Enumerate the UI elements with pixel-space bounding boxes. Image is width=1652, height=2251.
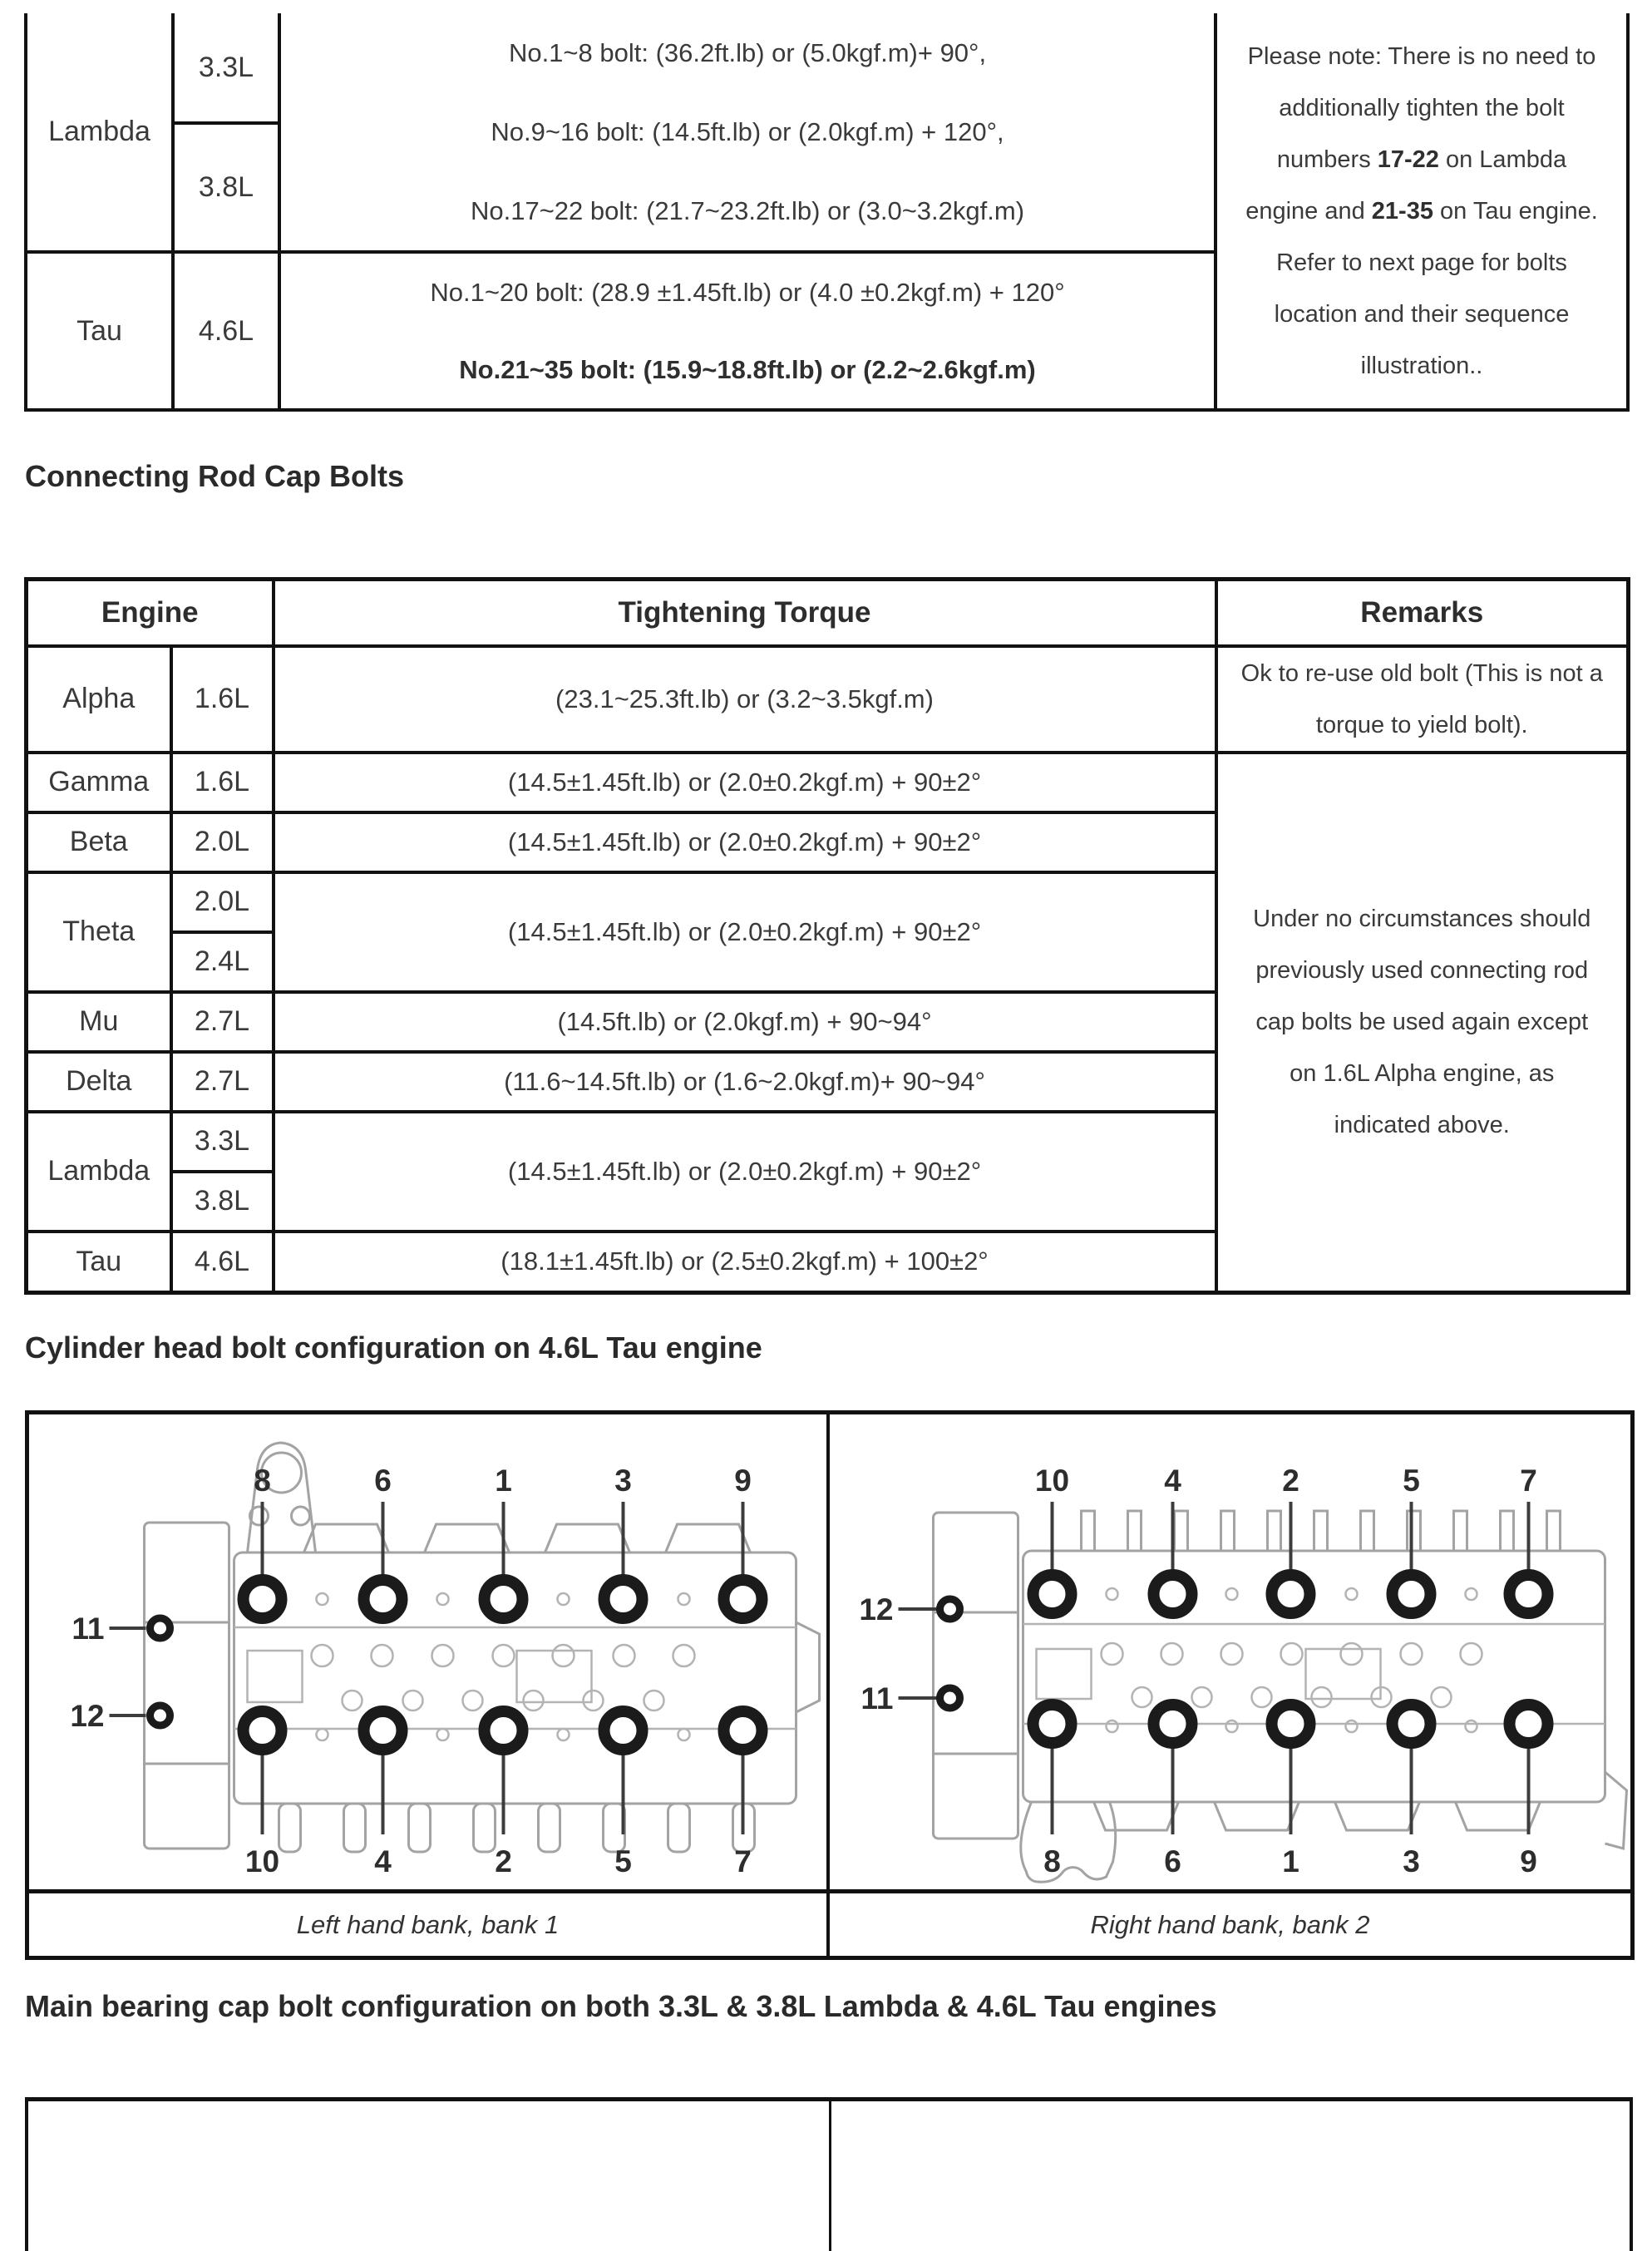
torque-line: No.21~35 bolt: (15.9~18.8ft.lb) or (2.2~2.6kgf.m) bbox=[459, 355, 1036, 384]
displacement-cell: 2.4L bbox=[171, 932, 274, 992]
head-bolt-icon bbox=[1154, 1575, 1192, 1613]
main-bearing-figure-placeholder bbox=[25, 2097, 1633, 2251]
engine-name-cell: Alpha bbox=[27, 646, 171, 753]
bolt-number-label: 8 bbox=[254, 1464, 271, 1498]
displacement-cell: 3.3L bbox=[173, 13, 279, 123]
note-cell bbox=[1216, 13, 1628, 410]
head-bolt-icon bbox=[1393, 1575, 1431, 1613]
bolt-number-label: 12 bbox=[859, 1592, 894, 1627]
remark-cell-shared: Under no circumstances should previously used connecting rod cap bolts be used again except on 1.6L Alpha engine, as indicated above. bbox=[1216, 753, 1629, 1293]
column-header-torque: Tightening Torque bbox=[274, 580, 1216, 646]
torque-spec-cell bbox=[279, 252, 1216, 410]
head-bolt-icon bbox=[364, 1580, 402, 1618]
engine-head-outline-art bbox=[145, 1443, 820, 1852]
head-bolt-icon bbox=[724, 1580, 762, 1618]
torque-line: No.9~16 bolt: (14.5ft.lb) or (2.0kgf.m) + 120°, bbox=[491, 117, 1004, 146]
bolt-number-label: 4 bbox=[374, 1844, 392, 1878]
displacement-cell: 2.0L bbox=[171, 872, 274, 932]
bolt-number-label: 3 bbox=[614, 1464, 632, 1498]
note-text: Please note: There is no need to additionally tighten the bolt numbers bbox=[1247, 42, 1596, 173]
bolt-number-label: 11 bbox=[861, 1681, 894, 1715]
displacement-cell: 3.3L bbox=[171, 1112, 274, 1172]
head-bolt-icon bbox=[1154, 1705, 1192, 1743]
section-heading-connecting-rod: Connecting Rod Cap Bolts bbox=[25, 459, 404, 493]
bolt-number-label: 8 bbox=[1043, 1844, 1061, 1878]
torque-spec-cell: (14.5±1.45ft.lb) or (2.0±0.2kgf.m) + 90±2° bbox=[274, 812, 1216, 872]
table-row bbox=[27, 646, 1629, 753]
bolt-sequence-numbers bbox=[70, 1464, 751, 1878]
side-bolt-icon bbox=[150, 1618, 170, 1638]
side-bolt-icon bbox=[940, 1688, 960, 1708]
note-text: on Tau engine. Refer to next page for bolts location and their sequence illustration.. bbox=[1274, 197, 1598, 379]
engine-name-cell: Lambda bbox=[27, 1112, 171, 1232]
head-bolt-icon bbox=[604, 1580, 643, 1618]
bolt-number-label: 1 bbox=[495, 1464, 512, 1498]
head-bolt-icon bbox=[485, 1580, 523, 1618]
displacement-cell: 3.8L bbox=[173, 123, 279, 252]
displacement-cell: 2.7L bbox=[171, 1052, 274, 1112]
head-bolt-icon bbox=[1510, 1575, 1548, 1613]
side-bolt-icon bbox=[150, 1706, 170, 1725]
head-bolt-icon bbox=[485, 1711, 523, 1750]
bolt-number-label: 7 bbox=[1520, 1464, 1537, 1498]
engine-name-cell: Gamma bbox=[27, 753, 171, 812]
tau-head-bolt-figure bbox=[25, 1410, 1635, 1960]
right-bank-diagram bbox=[830, 1414, 1630, 1889]
torque-line: No.1~8 bolt: (36.2ft.lb) or (5.0kgf.m)+ 90°, bbox=[508, 38, 987, 67]
head-bolt-icon bbox=[244, 1580, 282, 1618]
torque-spec-cell: (14.5±1.45ft.lb) or (2.0±0.2kgf.m) + 90±2° bbox=[274, 1112, 1216, 1232]
displacement-cell: 3.8L bbox=[171, 1172, 274, 1232]
note-text: on Lambda engine and bbox=[1245, 146, 1567, 225]
displacement-cell: 1.6L bbox=[171, 753, 274, 812]
figure-divider bbox=[829, 2101, 831, 2251]
bolt-number-label: 2 bbox=[495, 1844, 512, 1878]
head-bolt-icon bbox=[604, 1711, 643, 1750]
rod-cap-bolt-table bbox=[24, 577, 1630, 1295]
displacement-cell: 1.6L bbox=[171, 646, 274, 753]
column-header-engine: Engine bbox=[27, 580, 274, 646]
bolt-number-label: 6 bbox=[1164, 1844, 1181, 1878]
left-bank-diagram bbox=[29, 1414, 830, 1889]
bolt-number-label: 3 bbox=[1403, 1844, 1420, 1878]
head-bolt-icon bbox=[1510, 1705, 1548, 1743]
displacement-cell: 4.6L bbox=[173, 252, 279, 410]
head-bolt-icon bbox=[1272, 1575, 1310, 1613]
head-bolt-icon bbox=[244, 1711, 282, 1750]
torque-spec-cell bbox=[279, 13, 1216, 252]
displacement-cell: 4.6L bbox=[171, 1232, 274, 1293]
bolt-number-label: 12 bbox=[70, 1699, 105, 1733]
bolt-sequence-numbers bbox=[859, 1464, 1536, 1878]
head-bolt-icon bbox=[1033, 1705, 1072, 1743]
head-bolt-icon bbox=[724, 1711, 762, 1750]
torque-spec-cell: (23.1~25.3ft.lb) or (3.2~3.5kgf.m) bbox=[274, 646, 1216, 753]
torque-spec-cell: (14.5±1.45ft.lb) or (2.0±0.2kgf.m) + 90±2° bbox=[274, 872, 1216, 992]
head-bolt-icon bbox=[1393, 1705, 1431, 1743]
left-bank-caption: Left hand bank, bank 1 bbox=[29, 1889, 830, 1956]
note-bold-range: 17-22 bbox=[1377, 146, 1439, 173]
engine-name-cell: Tau bbox=[27, 1232, 171, 1293]
note-bold-range: 21-35 bbox=[1371, 197, 1433, 225]
displacement-cell: 2.7L bbox=[171, 992, 274, 1052]
engine-name-cell: Delta bbox=[27, 1052, 171, 1112]
bolt-number-label: 2 bbox=[1282, 1464, 1299, 1498]
engine-name-cell: Theta bbox=[27, 872, 171, 992]
side-bolt-icon bbox=[940, 1599, 960, 1619]
torque-spec-cell: (14.5±1.45ft.lb) or (2.0±0.2kgf.m) + 90±2° bbox=[274, 753, 1216, 812]
head-bolt-icon bbox=[1033, 1575, 1072, 1613]
engine-name-cell: Lambda bbox=[26, 13, 173, 252]
torque-line: No.17~22 bolt: (21.7~23.2ft.lb) or (3.0~3.2kgf.m) bbox=[470, 196, 1025, 225]
right-bank-caption: Right hand bank, bank 2 bbox=[830, 1889, 1630, 1956]
bolt-number-label: 11 bbox=[72, 1612, 105, 1646]
remark-cell-alpha: Ok to re-use old bolt (This is not a torque to yield bolt). bbox=[1216, 646, 1629, 753]
head-bolts bbox=[940, 1575, 1548, 1743]
bolt-number-label: 6 bbox=[374, 1464, 392, 1498]
bolt-number-label: 10 bbox=[1034, 1464, 1070, 1498]
bolt-number-label: 10 bbox=[244, 1844, 280, 1878]
torque-spec-cell: (11.6~14.5ft.lb) or (1.6~2.0kgf.m)+ 90~94° bbox=[274, 1052, 1216, 1112]
torque-spec-cell: (18.1±1.45ft.lb) or (2.5±0.2kgf.m) + 100±2° bbox=[274, 1232, 1216, 1293]
torque-spec-cell: (14.5ft.lb) or (2.0kgf.m) + 90~94° bbox=[274, 992, 1216, 1052]
bolt-number-label: 9 bbox=[1520, 1844, 1537, 1878]
head-bolt-icon bbox=[1272, 1705, 1310, 1743]
displacement-cell: 2.0L bbox=[171, 812, 274, 872]
bolt-number-label: 4 bbox=[1164, 1464, 1181, 1498]
engine-name-cell: Mu bbox=[27, 992, 171, 1052]
bolt-number-label: 5 bbox=[1403, 1464, 1420, 1498]
bolt-number-label: 1 bbox=[1282, 1844, 1299, 1878]
column-header-remarks: Remarks bbox=[1216, 580, 1629, 646]
head-bolt-icon bbox=[364, 1711, 402, 1750]
section-heading-main-bearing-config: Main bearing cap bolt configuration on both 3.3L & 3.8L Lambda & 4.6L Tau engines bbox=[25, 1989, 1217, 2023]
bolt-number-label: 9 bbox=[734, 1464, 752, 1498]
torque-line: No.1~20 bolt: (28.9 ±1.45ft.lb) or (4.0 ±0.2kgf.m) + 120° bbox=[430, 278, 1065, 307]
table-row bbox=[27, 753, 1629, 812]
head-bolts bbox=[150, 1580, 762, 1750]
engine-name-cell: Tau bbox=[26, 252, 173, 410]
bolt-number-label: 7 bbox=[734, 1844, 752, 1878]
head-bolt-torque-table bbox=[24, 13, 1630, 412]
engine-name-cell: Beta bbox=[27, 812, 171, 872]
bolt-number-label: 5 bbox=[614, 1844, 632, 1878]
section-heading-cylinder-head-config: Cylinder head bolt configuration on 4.6L Tau engine bbox=[25, 1330, 762, 1365]
